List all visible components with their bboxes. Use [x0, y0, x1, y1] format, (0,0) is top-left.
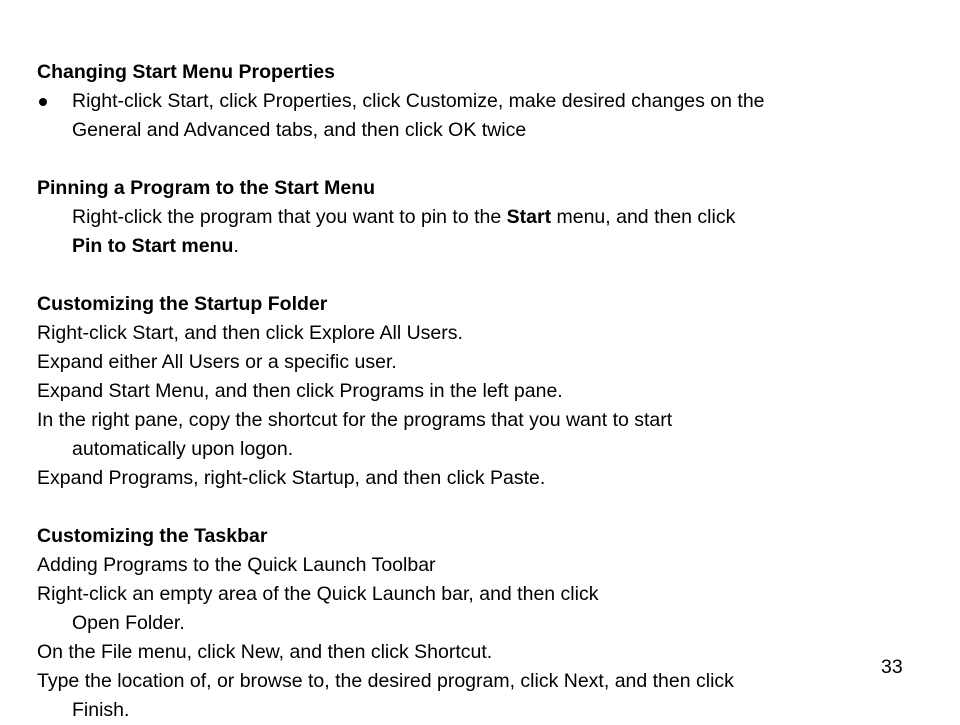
startup-line-continued: automatically upon logon. — [72, 438, 294, 460]
heading-customizing-taskbar: Customizing the Taskbar — [37, 525, 268, 547]
heading-startup-folder: Customizing the Startup Folder — [37, 293, 328, 315]
heading-start-menu-properties: Changing Start Menu Properties — [37, 61, 335, 83]
heading-pinning-program: Pinning a Program to the Start Menu — [37, 177, 376, 199]
bullet-text-line1: Right-click Start, click Properties, click Customize, make desired changes on the — [72, 90, 765, 112]
bullet-icon — [39, 98, 47, 106]
slide-content — [37, 58, 937, 725]
pinning-menu-bold: Pin to Start menu — [72, 235, 234, 257]
taskbar-line: Adding Programs to the Quick Launch Toolbar — [37, 554, 436, 576]
startup-line: Right-click Start, and then click Explore All Users. — [37, 322, 463, 344]
taskbar-line: Type the location of, or browse to, the desired program, click Next, and then click — [37, 670, 734, 692]
taskbar-line-continued: Open Folder. — [72, 612, 185, 634]
bullet-item — [37, 87, 937, 116]
spacer — [37, 145, 937, 174]
taskbar-line-continued: Finish. — [72, 699, 130, 721]
pinning-line1-tail: menu, and then click — [551, 206, 736, 228]
pinning-line2 — [37, 232, 937, 261]
startup-line: Expand either All Users or a specific user. — [37, 351, 397, 373]
bullet-text-line2: General and Advanced tabs, and then click OK twice — [72, 119, 527, 141]
pinning-line1-text: Right-click the program that you want to pin to the — [72, 206, 507, 228]
spacer — [37, 493, 937, 522]
spacer — [37, 261, 937, 290]
startup-line: Expand Start Menu, and then click Programs in the left pane. — [37, 380, 563, 402]
pinning-line2-tail: . — [233, 235, 239, 257]
pinning-line1 — [37, 203, 937, 232]
startup-line: Expand Programs, right-click Startup, and then click Paste. — [37, 467, 546, 489]
startup-line: In the right pane, copy the shortcut for the programs that you want to start — [37, 409, 673, 431]
pinning-start-bold: Start — [506, 206, 552, 228]
taskbar-line: On the File menu, click New, and then click Shortcut. — [37, 641, 493, 663]
page-number: 33 — [881, 656, 903, 678]
taskbar-line: Right-click an empty area of the Quick Launch bar, and then click — [37, 583, 599, 605]
